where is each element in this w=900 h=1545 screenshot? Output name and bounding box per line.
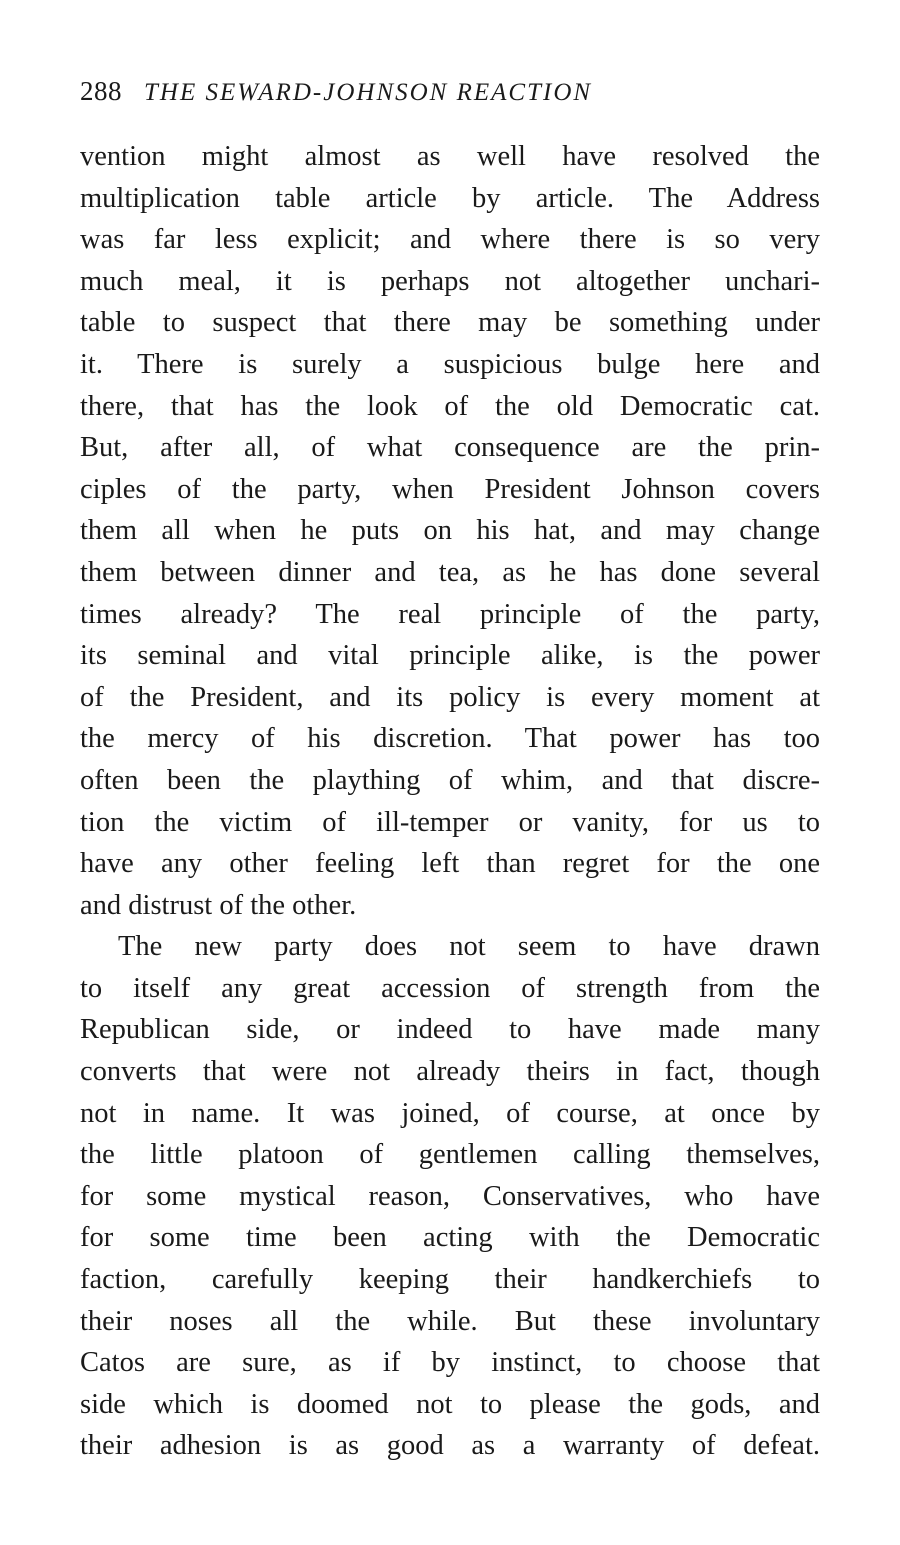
text-line: was far less explicit; and where there is so very [80,224,820,256]
text-line: faction, carefully keeping their handkerchiefs to [80,1264,820,1296]
text-line: much meal, it is perhaps not altogether unchari- [80,265,820,297]
text-line: The new party does not seem to have drawn [118,931,820,963]
text-line: tion the victim of ill-temper or vanity, for us to [80,806,820,838]
text-line: ciples of the party, when President Johnson covers [80,473,820,505]
text-line: of the President, and its policy is every moment at [80,681,820,713]
text-line: their adhesion is as good as a warranty of defeat. [80,1430,820,1462]
text-line: often been the plaything of whim, and that discre- [80,764,820,796]
paragraph [80,136,820,926]
text-line: not in name. It was joined, of course, at once by [80,1097,820,1129]
page-number: 288 [80,76,122,106]
text-line: table to suspect that there may be something under [80,307,820,339]
text-line: times already? The real principle of the party, [80,598,820,630]
text-line: it. There is surely a suspicious bulge here and [80,348,820,380]
running-title: THE SEWARD-JOHNSON REACTION [144,79,593,106]
text-line: vention might almost as well have resolved the [80,141,820,172]
text-line: them between dinner and tea, as he has done several [80,556,820,588]
running-head [80,76,820,116]
text-line: converts that were not already theirs in fact, though [80,1056,820,1088]
text-line: have any other feeling left than regret for the one [80,848,820,880]
text-line: multiplication table article by article. The Address [80,182,820,214]
text-line: the little platoon of gentlemen calling themselves, [80,1139,820,1171]
body-text [80,136,820,1467]
text-line: them all when he puts on his hat, and may change [80,515,820,547]
text-line: Republican side, or indeed to have made many [80,1014,820,1046]
text-line: for some mystical reason, Conservatives, who have [80,1180,820,1212]
text-line: the mercy of his discretion. That power has too [80,723,820,755]
text-line: to itself any great accession of strength from the [80,972,820,1004]
text-line: Catos are sure, as if by instinct, to choose that [80,1347,820,1379]
text-line: and distrust of the other. [80,889,357,921]
text-line: there, that has the look of the old Democratic cat. [80,390,820,422]
text-line: But, after all, of what consequence are the prin- [80,432,820,464]
text-line: its seminal and vital principle alike, is the power [80,640,820,672]
text-line: their noses all the while. But these involuntary [80,1305,820,1337]
text-line: for some time been acting with the Democratic [80,1222,820,1254]
paragraph [80,926,820,1467]
text-line: side which is doomed not to please the gods, and [80,1388,820,1420]
